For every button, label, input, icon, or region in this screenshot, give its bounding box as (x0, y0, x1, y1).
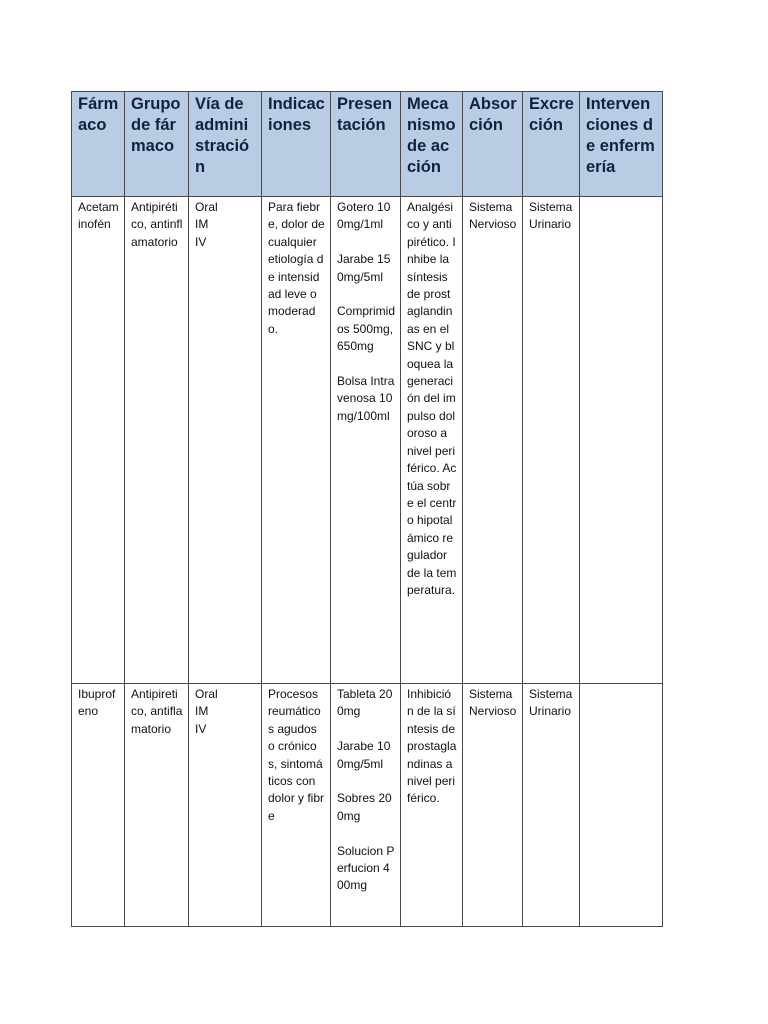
cell-farmaco: Acetaminofén (72, 197, 125, 684)
header-farmaco: Fármaco (72, 92, 125, 197)
cell-presentacion: Tableta 200mg Jarabe 100mg/5ml Sobres 200mg Solucion Perfucion 400mg (331, 684, 401, 927)
drug-table (71, 91, 663, 927)
cell-via: Oral IM IV (189, 197, 262, 684)
cell-absorcion: Sistema Nervioso (463, 684, 523, 927)
table-header-row (72, 92, 663, 197)
header-mecanismo: Mecanismo de acción (401, 92, 463, 197)
header-via: Vía de administración (189, 92, 262, 197)
cell-intervenciones (580, 197, 663, 684)
cell-farmaco: Ibuprofeno (72, 684, 125, 927)
header-absorcion: Absorción (463, 92, 523, 197)
cell-indicaciones: Para fiebre, dolor de cualquier etiología de intensidad leve o moderado. (262, 197, 331, 684)
cell-excrecion: Sistema Urinario (523, 197, 580, 684)
header-presentacion: Presentación (331, 92, 401, 197)
header-excrecion: Excreción (523, 92, 580, 197)
cell-presentacion: Gotero 100mg/1ml Jarabe 150mg/5ml Comprimidos 500mg, 650mg Bolsa Intravenosa 10mg/100ml (331, 197, 401, 684)
header-intervenciones: Intervenciones de enfermería (580, 92, 663, 197)
cell-intervenciones (580, 684, 663, 927)
table-row (72, 197, 663, 684)
table-row (72, 684, 663, 927)
header-grupo: Grupo de fármaco (125, 92, 189, 197)
header-indicaciones: Indicaciones (262, 92, 331, 197)
cell-via: Oral IM IV (189, 684, 262, 927)
cell-grupo: Antipiretico, antiflamatorio (125, 684, 189, 927)
cell-mecanismo: Analgésico y antipirético. Inhibe la síntesis de prostaglandinas en el SNC y bloquea la generación del impulso doloroso a nivel periférico. Actúa sobre el centro hipotalámico regulador de la temperatura. (401, 197, 463, 684)
cell-indicaciones: Procesos reumáticos agudos o crónicos, sintomáticos con dolor y fibre (262, 684, 331, 927)
cell-excrecion: Sistema Urinario (523, 684, 580, 927)
cell-absorcion: Sistema Nervioso (463, 197, 523, 684)
cell-grupo: Antipirético, antinflamatorio (125, 197, 189, 684)
cell-mecanismo: Inhibición de la síntesis de prostaglandinas a nivel periférico. (401, 684, 463, 927)
